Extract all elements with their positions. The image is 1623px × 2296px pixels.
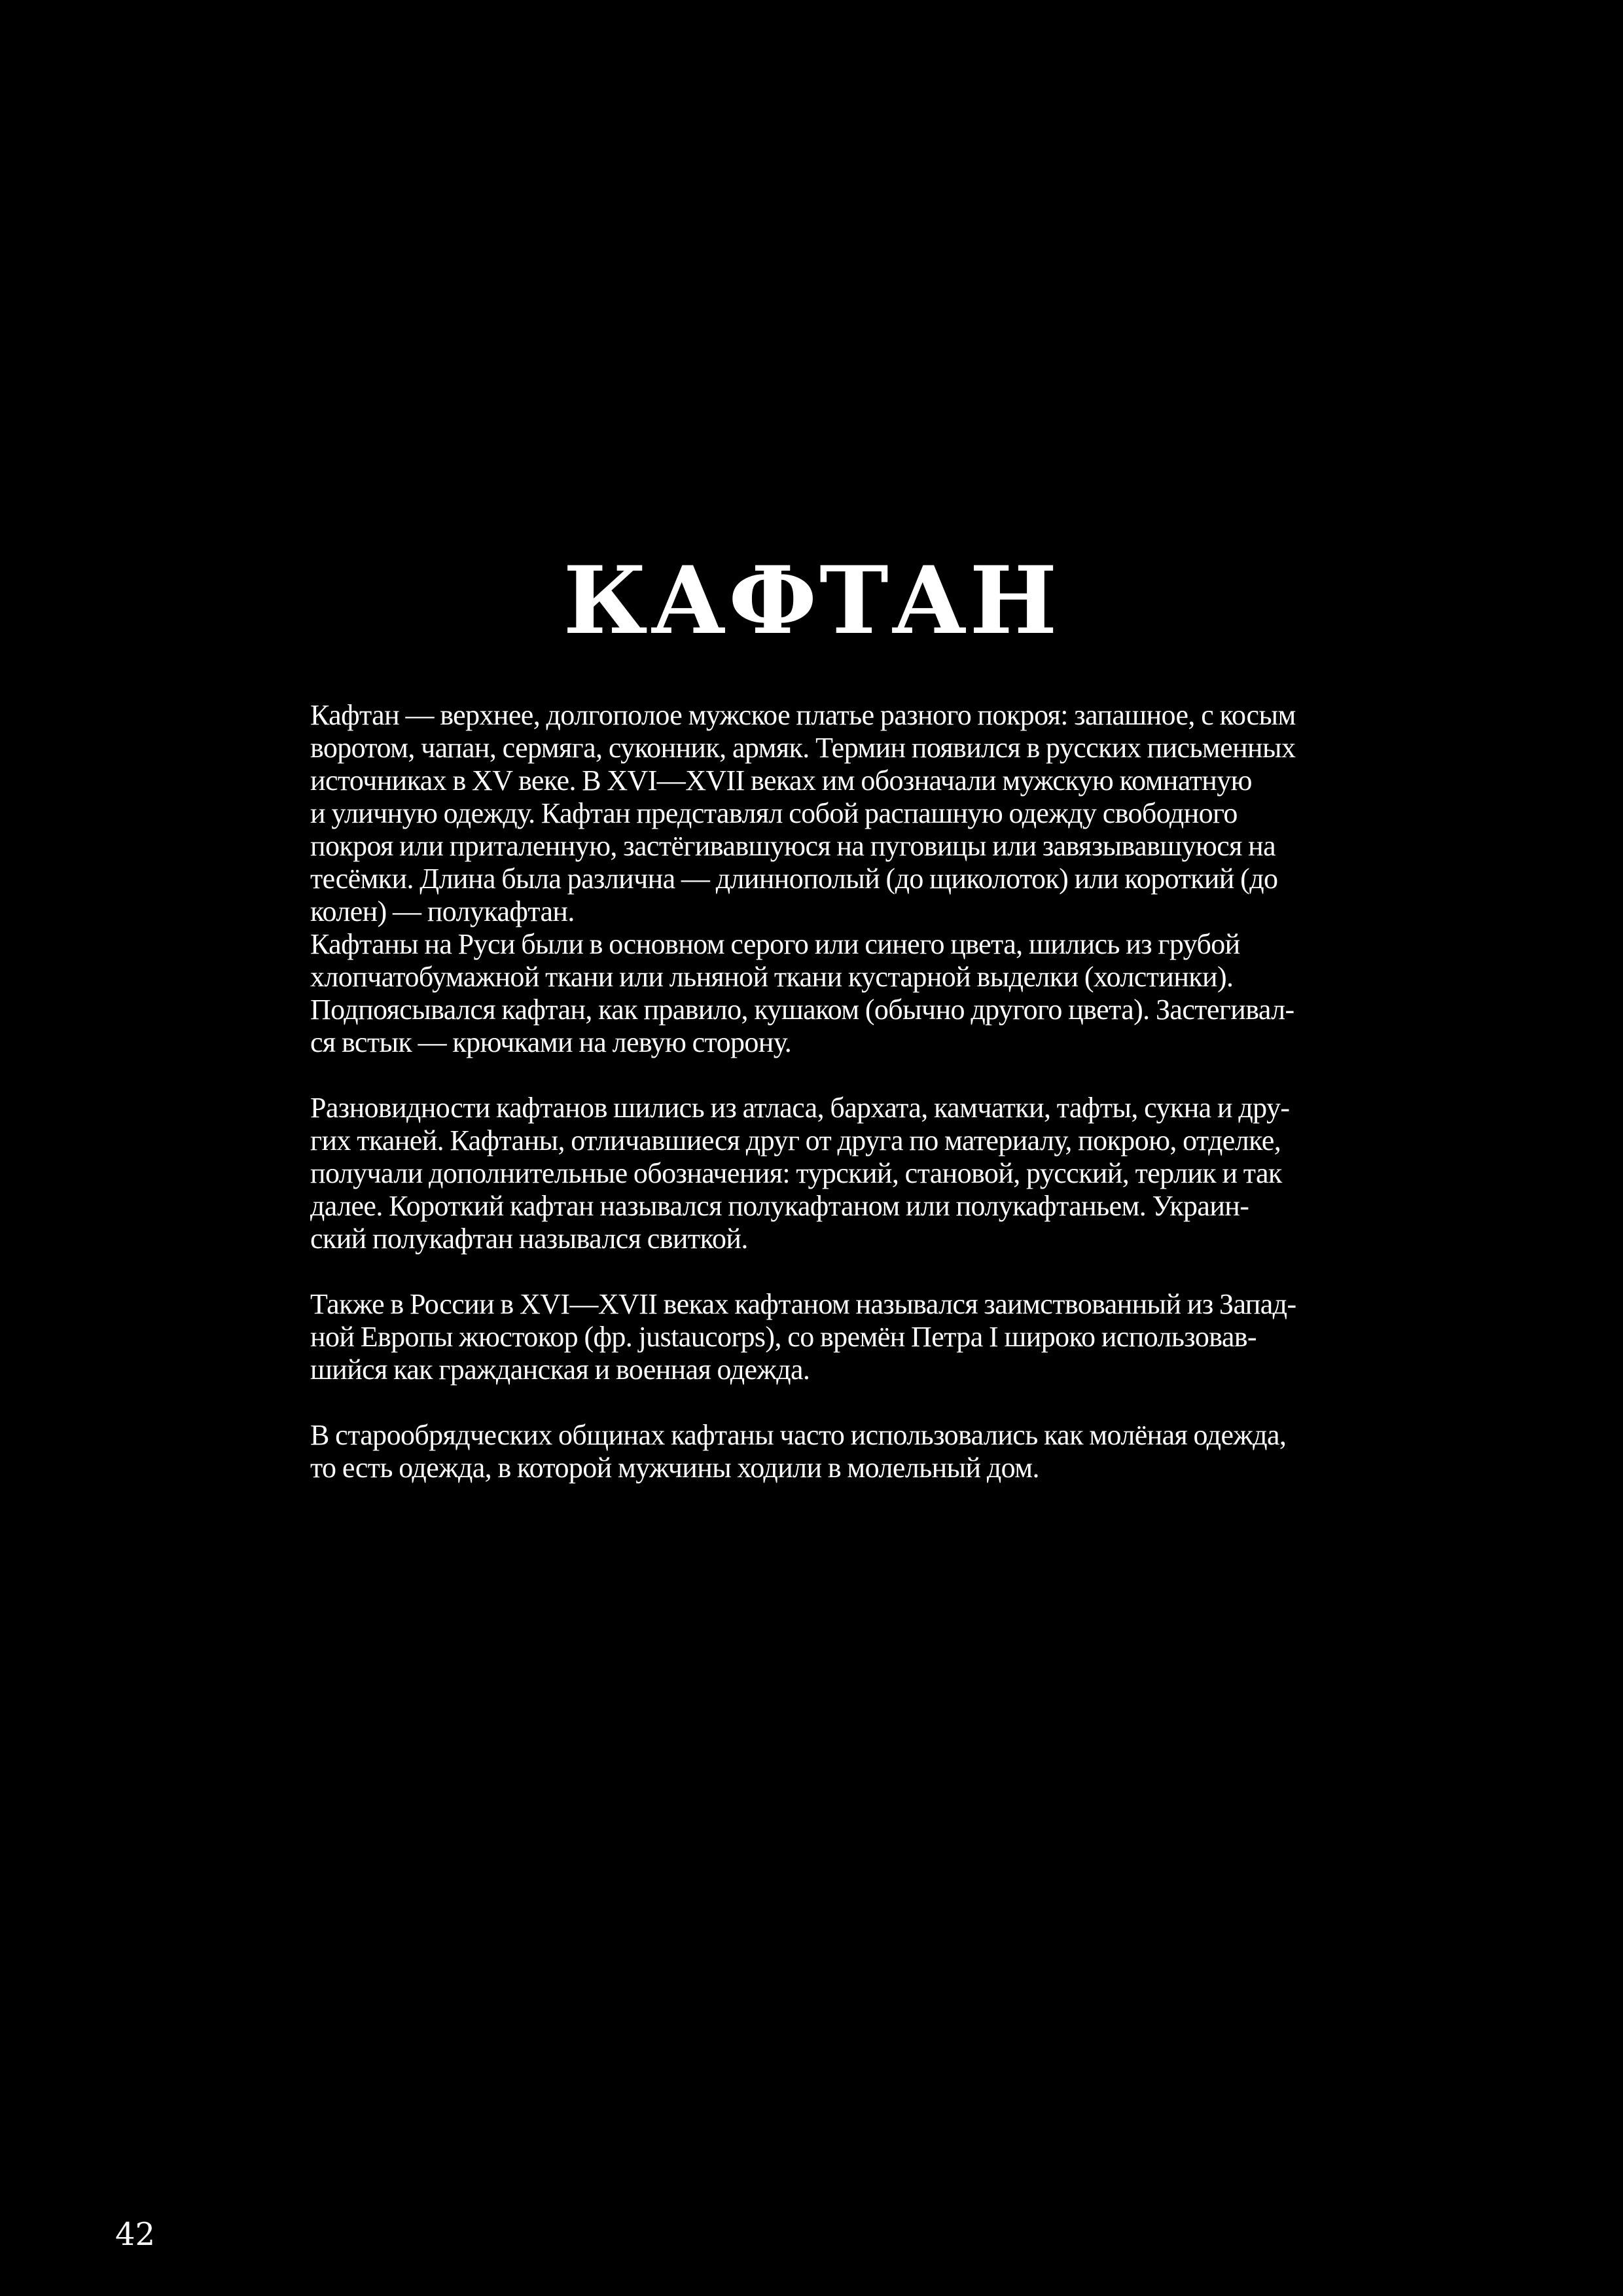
paragraph-spacer	[310, 1386, 1383, 1419]
text-line: ной Европы жюстокор (фр. justaucorps), со времён Петра I широко использовав-	[310, 1321, 1257, 1353]
text-line: Также в России в XVI—XVII веках кафтаном назывался заимствованный из Запад-	[310, 1288, 1296, 1320]
paragraph-spacer	[310, 1059, 1383, 1092]
text-line: Разновидности кафтанов шились из атласа, бархата, камчатки, тафты, сукна и дру-	[310, 1092, 1290, 1124]
text-line: шийся как гражданская и военная одежда.	[310, 1354, 810, 1386]
paragraph-2	[310, 1092, 1383, 1255]
text-line: то есть одежда, в которой мужчины ходили в молельный дом.	[310, 1452, 1039, 1484]
text-line: гих тканей. Кафтаны, отличавшиеся друг от друга по материалу, покрою, отделке,	[310, 1124, 1281, 1157]
paragraph-3	[310, 1288, 1383, 1386]
text-line: хлопчатобумажной ткани или льняной ткани кустарной выделки (холстинки).	[310, 961, 1234, 993]
text-line: ский полукафтан назывался свиткой.	[310, 1223, 748, 1255]
text-line: и уличную одежду. Кафтан представлял собой распашную одежду свободного	[310, 797, 1238, 829]
page-title: КАФТАН	[563, 547, 1060, 655]
text-line: воротом, чапан, сермяга, суконник, армяк. Термин появился в русских письменных	[310, 732, 1296, 764]
paragraph-spacer	[310, 1255, 1383, 1288]
text-line: источниках в XV веке. В XVI—XVII веках им обозначали мужскую комнатную	[310, 764, 1252, 797]
text-line: далее. Короткий кафтан назывался полукафтаном или полукафтаньем. Украин-	[310, 1190, 1249, 1222]
text-line: В старообрядческих общинах кафтаны часто использовались как молёная одежда,	[310, 1419, 1287, 1451]
text-line: колен) — полукафтан.	[310, 895, 575, 927]
body-text	[310, 699, 1383, 1484]
text-line: ся встык — крючками на левую сторону.	[310, 1026, 792, 1058]
text-line: Кафтан — верхнее, долгополое мужское платье разного покроя: запашное, с косым	[310, 699, 1296, 731]
text-line: получали дополнительные обозначения: турский, становой, русский, терлик и так	[310, 1157, 1282, 1189]
paragraph-4	[310, 1419, 1383, 1484]
text-line: тесёмки. Длина была различна — длиннополый (до щиколоток) или короткий (до	[310, 863, 1278, 895]
paragraph-1	[310, 699, 1383, 1059]
text-line: Подпоясывался кафтан, как правило, кушаком (обычно другого цвета). Застегивал-	[310, 994, 1294, 1026]
page-number: 42	[115, 2216, 156, 2253]
text-line: покроя или приталенную, застёгивавшуюся на пуговицы или завязывавшуюся на	[310, 830, 1276, 862]
text-line: Кафтаны на Руси были в основном серого или синего цвета, шились из грубой	[310, 928, 1240, 960]
